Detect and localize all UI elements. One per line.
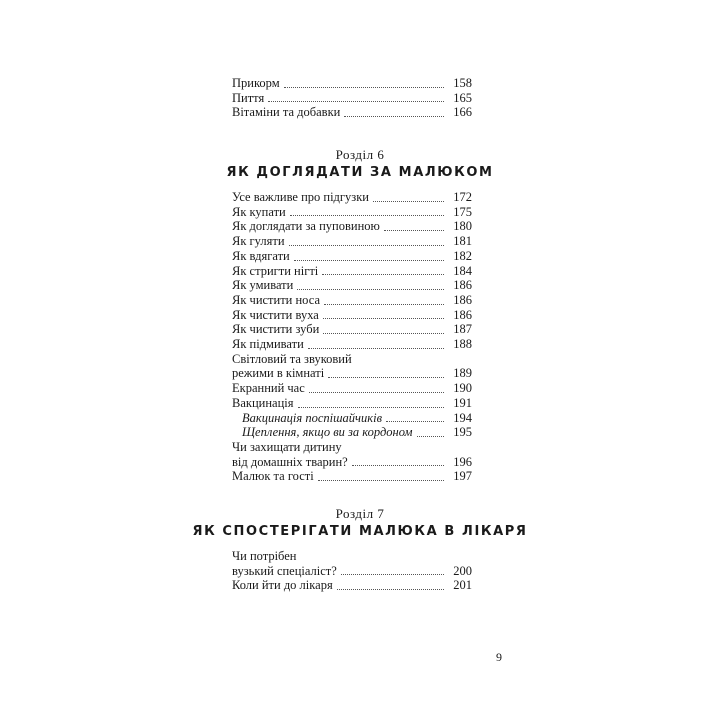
toc-entry	[232, 578, 472, 593]
page-number: 9	[496, 650, 502, 664]
toc-entry	[232, 249, 472, 264]
toc-entry-page: 175	[453, 204, 472, 219]
toc-entry	[232, 278, 472, 293]
toc-entry-title: Як чистити носа	[232, 292, 320, 307]
dot-leader	[298, 407, 445, 408]
toc-entry-page: 165	[453, 90, 472, 105]
toc-entry	[232, 219, 472, 234]
toc-entry-page: 191	[453, 395, 472, 410]
toc-entry-title: Як чистити вуха	[232, 307, 319, 322]
toc-entry	[232, 381, 472, 396]
toc-entry-title: Як умивати	[232, 278, 294, 293]
section-7-label: Розділ 7	[335, 506, 385, 521]
toc-entry-title-line1: Світловий та звуковий	[232, 351, 352, 366]
toc-entry-page: 181	[453, 234, 472, 249]
toc-entry-title: Вакцинація поспішайчиків	[242, 410, 383, 425]
dot-leader	[309, 392, 444, 393]
toc-entry	[232, 308, 472, 323]
toc-entry-title: Вакцинація	[232, 395, 294, 410]
dot-leader	[384, 230, 444, 231]
toc-subentry	[232, 425, 472, 440]
toc-entry-page: 186	[453, 292, 472, 307]
dot-leader	[373, 201, 444, 202]
dot-leader	[289, 245, 444, 246]
dot-leader	[297, 289, 444, 290]
toc-entry-page: 195	[453, 425, 472, 440]
toc-entry-title-line2: режими в кімнаті	[232, 366, 325, 381]
toc-entry	[232, 293, 472, 308]
toc-entry-title: Як гуляти	[232, 234, 285, 249]
section-6-title: ЯК ДОГЛЯДАТИ ЗА МАЛЮКОМ	[226, 165, 494, 180]
toc-entry	[232, 469, 472, 484]
toc-entry-title: Коли йти до лікаря	[232, 578, 333, 593]
toc-entry-title-line1: Чи потрібен	[232, 549, 297, 563]
toc-entry	[232, 205, 472, 220]
dot-leader	[322, 274, 444, 275]
toc-entry-page: 187	[453, 322, 472, 337]
toc-entry-page: 197	[453, 469, 472, 484]
dot-leader	[323, 318, 444, 319]
section-7-title: ЯК СПОСТЕРІГАТИ МАЛЮКА В ЛІКАРЯ	[192, 524, 528, 539]
section-6-label: Розділ 6	[335, 147, 385, 162]
dot-leader	[328, 377, 444, 378]
toc-entry-page: 196	[453, 454, 472, 469]
toc-entry-page: 190	[453, 381, 472, 396]
dot-leader	[284, 87, 444, 88]
toc-entry-multiline	[232, 440, 472, 469]
dot-leader	[417, 436, 444, 437]
dot-leader	[337, 589, 444, 590]
toc-entry-multiline	[232, 549, 472, 578]
toc-entry	[232, 91, 472, 106]
toc-entry-page: 172	[453, 190, 472, 204]
toc-entry-title: Як чистити зуби	[232, 322, 320, 337]
toc-entry	[232, 337, 472, 352]
toc-entry	[232, 234, 472, 249]
dot-leader	[341, 574, 444, 575]
toc-entry-title: Прикорм	[232, 76, 280, 90]
toc-top-block	[232, 76, 472, 120]
toc-entry-page: 186	[453, 307, 472, 322]
toc-entry-page: 186	[453, 278, 472, 293]
toc-entry-title: Як купати	[232, 204, 286, 219]
toc-entry-title-line2: вузький спеціаліст?	[232, 563, 337, 578]
toc-entry-title: Усе важливе про підгузки	[232, 190, 369, 204]
toc-entry-title: Як доглядати за пуповиною	[232, 219, 380, 234]
toc-entry-title: Малюк та гості	[232, 469, 314, 484]
toc-entry-title: Як підмивати	[232, 337, 304, 352]
toc-entry	[232, 396, 472, 411]
toc-entry-title: Вітаміни та добавки	[232, 105, 341, 120]
toc-entry	[232, 190, 472, 205]
toc-entry-page: 166	[453, 105, 472, 120]
dot-leader	[344, 116, 444, 117]
dot-leader	[323, 333, 444, 334]
dot-leader	[318, 480, 444, 481]
toc-entry-page: 194	[453, 410, 472, 425]
dot-leader	[294, 260, 444, 261]
dot-leader	[268, 101, 444, 102]
toc-entry-title: Щеплення, якщо ви за кордоном	[242, 425, 413, 440]
toc-entry	[232, 322, 472, 337]
dot-leader	[352, 465, 444, 466]
toc-entry-page: 189	[453, 366, 472, 381]
toc-entry-title: Пиття	[232, 90, 265, 105]
dot-leader	[324, 304, 444, 305]
toc-entry	[232, 76, 472, 91]
toc-entry-page: 201	[453, 578, 472, 593]
toc-entry-title: Екранний час	[232, 381, 305, 396]
toc-entry-multiline	[232, 352, 472, 381]
toc-entry-title-line1: Чи захищати дитину	[232, 439, 342, 454]
toc-section-7-block	[232, 549, 472, 593]
toc-entry-page: 200	[453, 563, 472, 578]
toc-entry	[232, 105, 472, 120]
dot-leader	[290, 215, 444, 216]
toc-entry-page: 182	[453, 248, 472, 263]
toc-subentry	[232, 411, 472, 426]
toc-entry-page: 158	[453, 76, 472, 90]
toc-entry-page: 188	[453, 337, 472, 352]
toc-entry-page: 180	[453, 219, 472, 234]
toc-section-6-block	[232, 190, 472, 484]
dot-leader	[386, 421, 444, 422]
toc-entry	[232, 264, 472, 279]
dot-leader	[308, 348, 444, 349]
toc-entry-title: Як вдягати	[232, 248, 290, 263]
toc-entry-page: 184	[453, 263, 472, 278]
toc-entry-title-line2: від домашніх тварин?	[232, 454, 348, 469]
toc-entry-title: Як стригти нігті	[232, 263, 319, 278]
